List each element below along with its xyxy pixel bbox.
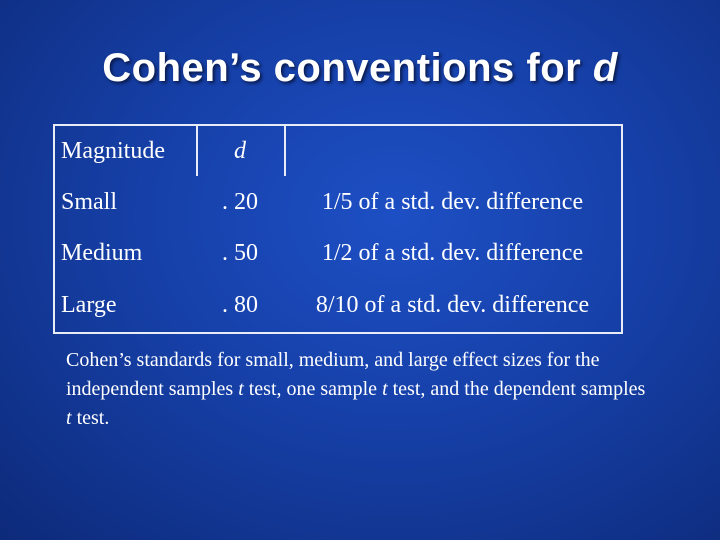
caption-part-2: test, one sample xyxy=(243,378,383,400)
slide-title-symbol: d xyxy=(592,46,618,90)
header-magnitude: Magnitude xyxy=(61,137,165,164)
conventions-table xyxy=(53,124,623,334)
caption-part-1: Cohen’s standards for small, medium, and large effect sizes for the independent samples xyxy=(66,349,600,400)
header-d: d xyxy=(234,137,246,164)
caption-text xyxy=(66,346,646,433)
row-d-value: . 20 xyxy=(222,188,258,215)
slide-title-text: Cohen’s conventions for xyxy=(102,46,593,90)
caption-part-3: test, and the dependent samples xyxy=(387,378,646,400)
row-d-value: . 50 xyxy=(222,239,258,266)
caption-part-4: test. xyxy=(71,407,110,429)
row-magnitude: Large xyxy=(61,291,117,318)
table-row xyxy=(55,176,621,228)
slide-title xyxy=(0,42,720,94)
row-d-value: . 80 xyxy=(222,291,258,318)
caption-t-2: t xyxy=(382,378,388,400)
row-description: 8/10 of a std. dev. difference xyxy=(315,291,590,318)
table-row xyxy=(55,228,621,278)
row-description: 1/5 of a std. dev. difference xyxy=(321,188,584,215)
row-magnitude: Medium xyxy=(61,239,143,266)
row-description: 1/2 of a std. dev. difference xyxy=(321,239,584,266)
table-header-row xyxy=(55,126,621,176)
caption-t-3: t xyxy=(66,407,72,429)
header-description xyxy=(284,126,621,176)
row-magnitude: Small xyxy=(61,188,118,215)
table-row xyxy=(55,278,621,332)
caption-t-1: t xyxy=(238,378,244,400)
